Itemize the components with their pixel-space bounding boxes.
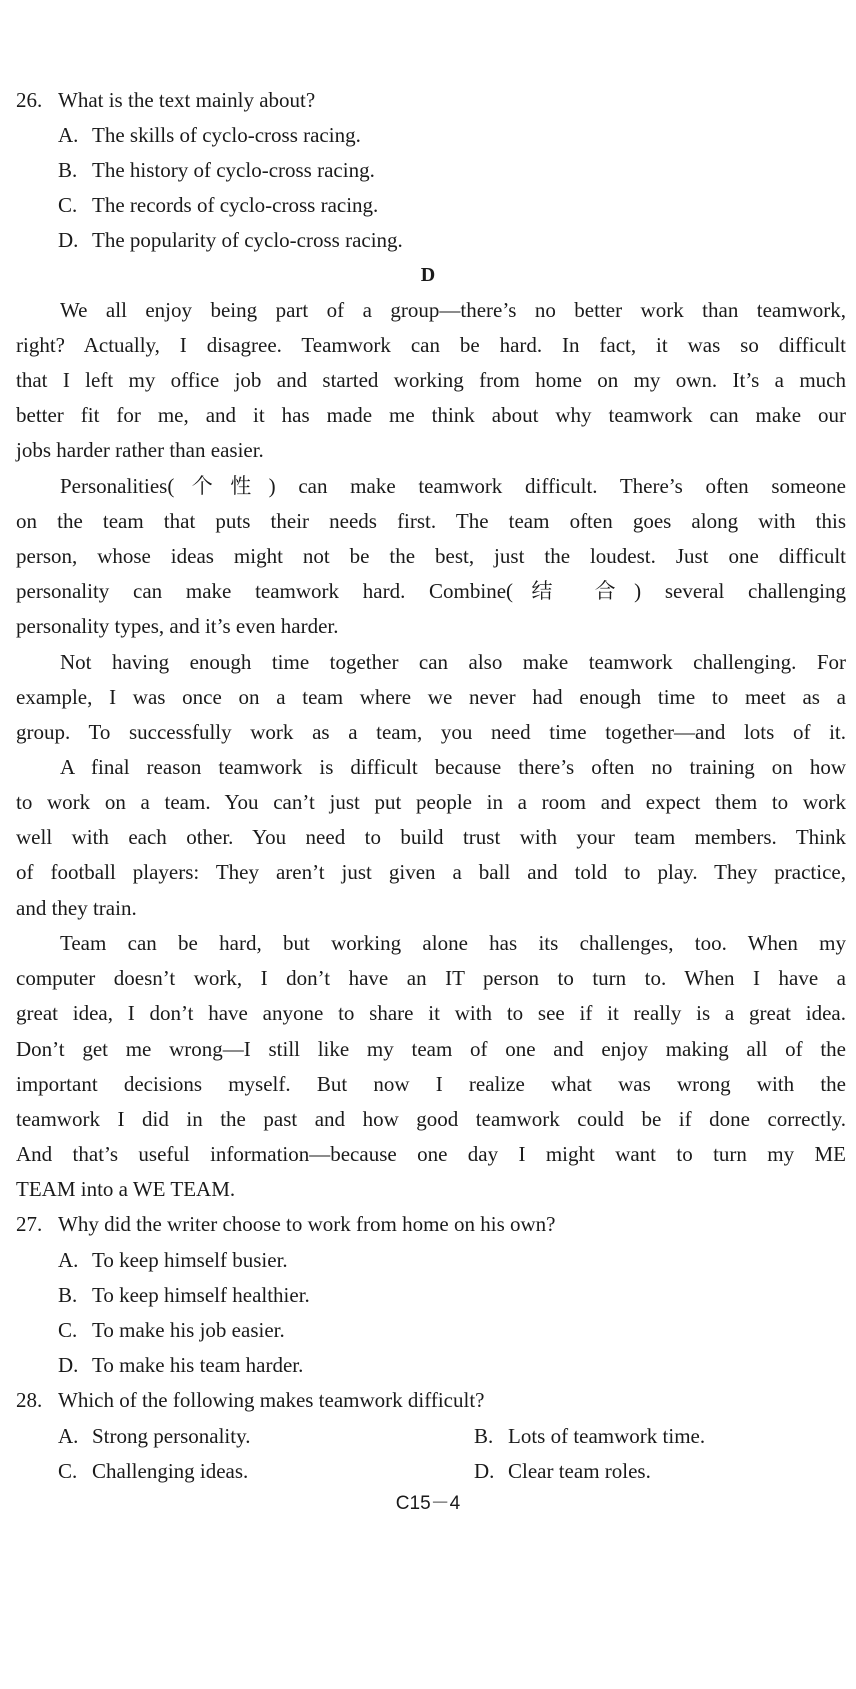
option-text: To keep himself busier. [92, 1248, 288, 1272]
passage-line: personality can make teamwork hard. Combine(结 合) several challenging [16, 579, 846, 603]
passage-line: that I left my office job and started working from home on my own. It’s a much [16, 368, 846, 392]
passage-line: better fit for me, and it has made me think about why teamwork can make our [16, 403, 846, 427]
option-letter: B. [474, 1424, 494, 1448]
q27-option-b [58, 1283, 856, 1307]
passage-line: Team can be hard, but working alone has its challenges, too. When my [60, 931, 846, 955]
option-letter: C. [58, 1459, 78, 1483]
passage-line: great idea, I don’t have anyone to share it with to see if it really is a great idea. [16, 1001, 846, 1025]
q26-option-c [58, 193, 856, 217]
option-letter: C. [58, 193, 78, 217]
option-text: Lots of teamwork time. [508, 1424, 706, 1448]
passage-line: teamwork I did in the past and how good teamwork could be if done correctly. [16, 1107, 846, 1131]
option-letter: D. [474, 1459, 495, 1483]
passage-line: TEAM into a WE TEAM. [16, 1177, 236, 1201]
passage-line: right? Actually, I disagree. Teamwork can be hard. In fact, it was so difficult [16, 333, 846, 357]
passage-line: A final reason teamwork is difficult because there’s often no training on how [60, 755, 846, 779]
q28-option-b [474, 1424, 856, 1448]
passage-line: important decisions myself. But now I realize what was wrong with the [16, 1072, 846, 1096]
option-letter: A. [58, 123, 79, 147]
passage-line: We all enjoy being part of a group—there’s no better work than teamwork, [60, 298, 846, 322]
q28-number: 28. [16, 1388, 43, 1412]
option-letter: A. [58, 1248, 79, 1272]
q26-option-d [58, 228, 856, 252]
option-text: The popularity of cyclo-cross racing. [92, 228, 403, 252]
option-letter: C. [58, 1318, 78, 1342]
option-text: To make his team harder. [92, 1353, 304, 1377]
option-text: Clear team roles. [508, 1459, 651, 1483]
option-letter: D. [58, 1353, 79, 1377]
q28-stem-line [16, 1388, 846, 1412]
passage-line: and they train. [16, 896, 137, 920]
passage-line: group. To successfully work as a team, you need time together—and lots of it. [16, 720, 846, 744]
q28-stem: Which of the following makes teamwork difficult? [58, 1388, 485, 1412]
option-text: To keep himself healthier. [92, 1283, 310, 1307]
passage-line: on the team that puts their needs first. The team often goes along with this [16, 509, 846, 533]
q27-stem: Why did the writer choose to work from home on his own? [58, 1212, 556, 1236]
option-text: The records of cyclo-cross racing. [92, 193, 379, 217]
passage-line: example, I was once on a team where we never had enough time to meet as a [16, 685, 846, 709]
page-code: C15－4 [395, 1493, 461, 1514]
option-text: To make his job easier. [92, 1318, 285, 1342]
option-text: Challenging ideas. [92, 1459, 249, 1483]
passage-line: jobs harder rather than easier. [16, 438, 264, 462]
q27-stem-line [16, 1212, 846, 1236]
passage-line: well with each other. You need to build trust with your team members. Think [16, 825, 846, 849]
option-letter: B. [58, 1283, 78, 1307]
q26-stem-line [16, 88, 846, 112]
passage-line: personality types, and it’s even harder. [16, 614, 339, 638]
q27-option-a [58, 1248, 856, 1272]
section-heading: D [420, 264, 436, 286]
q26-stem: What is the text mainly about? [58, 88, 316, 112]
q26-option-b [58, 158, 856, 182]
passage-line: person, whose ideas might not be the best, just the loudest. Just one difficult [16, 544, 846, 568]
q26-option-a [58, 123, 856, 147]
option-letter: A. [58, 1424, 79, 1448]
q27-option-c [58, 1318, 856, 1342]
option-letter: B. [58, 158, 78, 182]
passage-line: Don’t get me wrong—I still like my team of one and enjoy making all of the [16, 1037, 846, 1061]
q28-option-d [474, 1459, 856, 1483]
option-letter: D. [58, 228, 79, 252]
passage-line: computer doesn’t work, I don’t have an IT person to turn to. When I have a [16, 966, 846, 990]
q27-number: 27. [16, 1212, 43, 1236]
q27-option-d [58, 1353, 856, 1377]
passage-line: Not having enough time together can also make teamwork challenging. For [60, 650, 846, 674]
option-text: The history of cyclo-cross racing. [92, 158, 375, 182]
option-text: Strong personality. [92, 1424, 251, 1448]
passage-line: And that’s useful information—because one day I might want to turn my ME [16, 1142, 846, 1166]
passage-line: of football players: They aren’t just given a ball and told to play. They practice, [16, 860, 846, 884]
passage-line: Personalities(个性) can make teamwork difficult. There’s often someone [60, 474, 846, 498]
passage-line: to work on a team. You can’t just put people in a room and expect them to work [16, 790, 846, 814]
q26-number: 26. [16, 88, 43, 112]
option-text: The skills of cyclo-cross racing. [92, 123, 361, 147]
